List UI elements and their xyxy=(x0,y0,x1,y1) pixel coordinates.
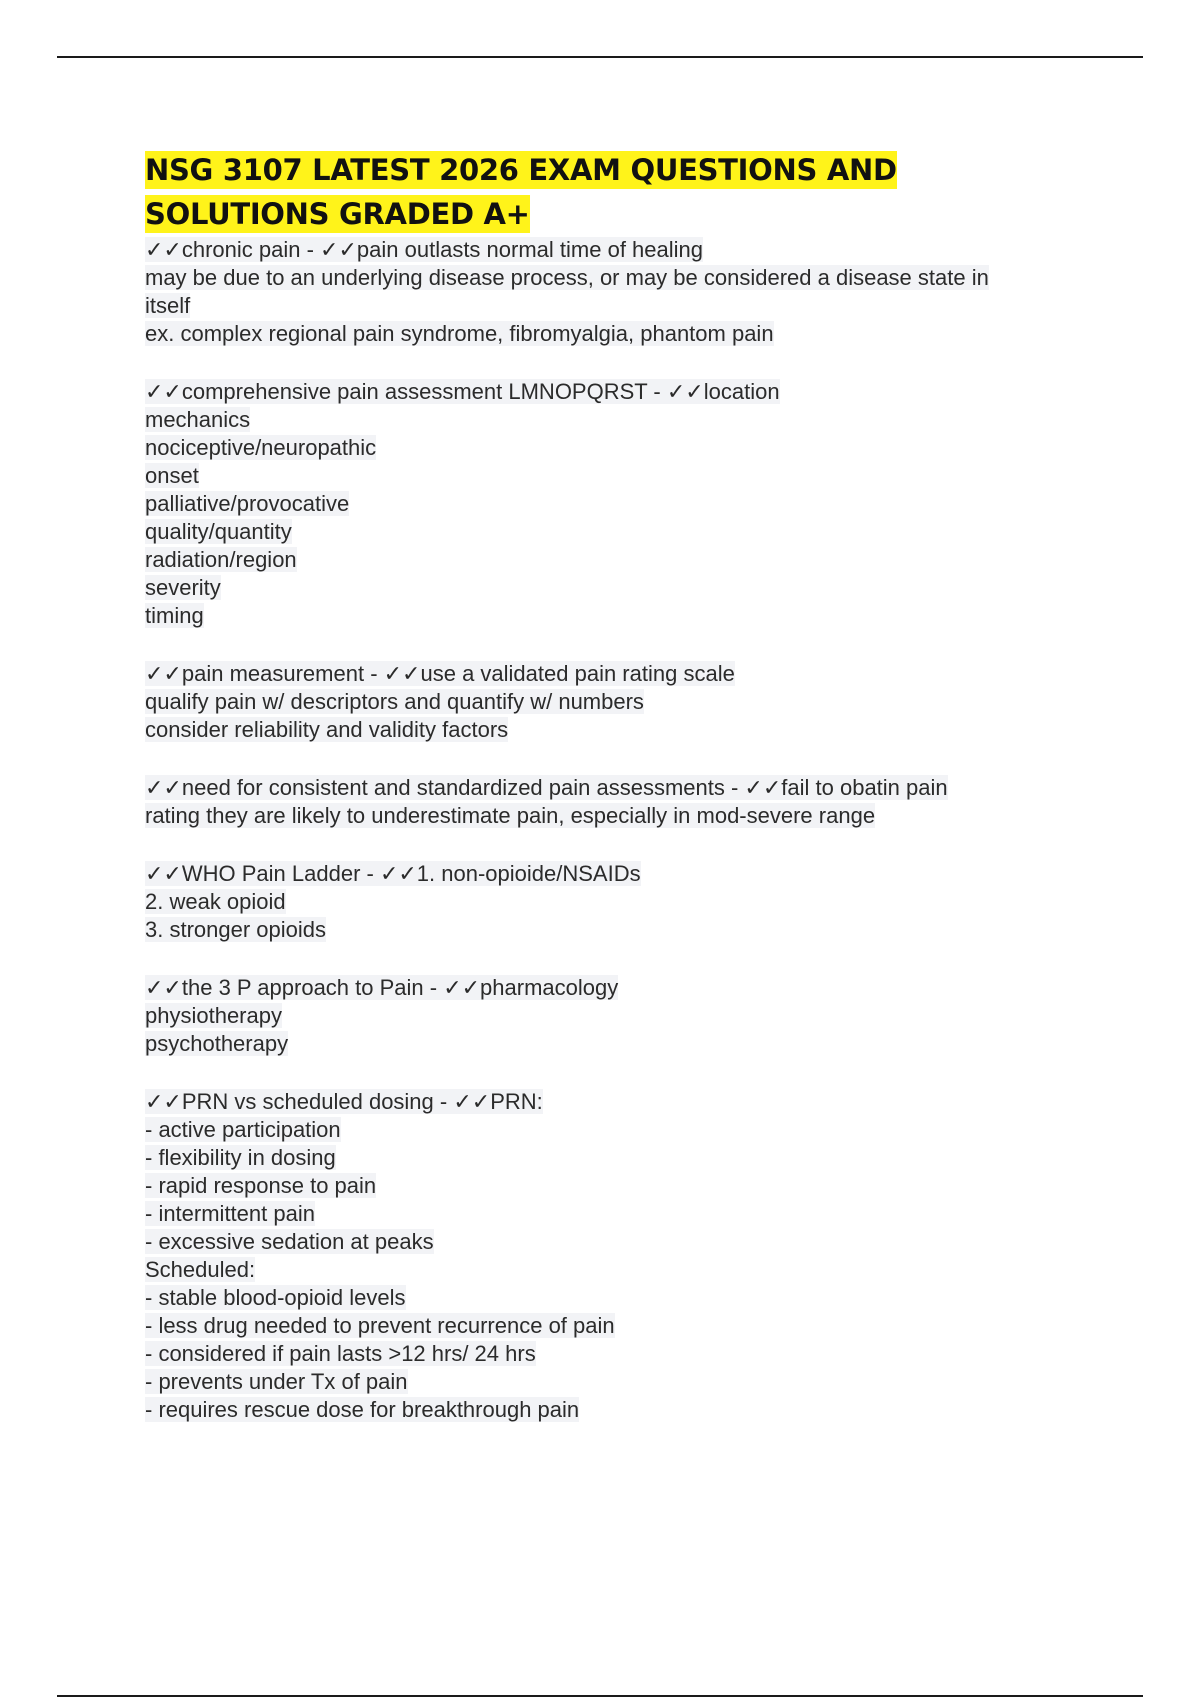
line-text: palliative/provocative xyxy=(145,491,350,516)
document-body xyxy=(145,148,1085,1424)
line-text: may be due to an underlying disease process, or may be considered a disease state in xyxy=(145,265,989,290)
line-text: - flexibility in dosing xyxy=(145,1145,336,1170)
line-text: ✓✓WHO Pain Ladder - ✓✓1. non-opioide/NSAIDs xyxy=(145,861,641,886)
line-text: ex. complex regional pain syndrome, fibromyalgia, phantom pain xyxy=(145,321,774,346)
line-text: consider reliability and validity factors xyxy=(145,717,509,742)
qa-question-line xyxy=(145,378,1085,406)
line-text: 3. stronger opioids xyxy=(145,917,326,942)
qa-answer-line xyxy=(145,916,1085,944)
line-text: ✓✓the 3 P approach to Pain - ✓✓pharmacology xyxy=(145,975,619,1000)
qa-answer-line xyxy=(145,888,1085,916)
qa-answer-line xyxy=(145,320,1085,348)
qa-answer-line xyxy=(145,1368,1085,1396)
line-text: - rapid response to pain xyxy=(145,1173,377,1198)
line-text: psychotherapy xyxy=(145,1031,289,1056)
qa-answer-line xyxy=(145,546,1085,574)
qa-answer-line xyxy=(145,802,1085,830)
bottom-rule xyxy=(57,1695,1143,1697)
qa-answer-line xyxy=(145,264,1085,292)
qa-answer-line xyxy=(145,1144,1085,1172)
title-line-2: SOLUTIONS GRADED A+ xyxy=(145,197,530,231)
qa-answer-line xyxy=(145,602,1085,630)
line-text: ✓✓need for consistent and standardized pain assessments - ✓✓fail to obatin pain xyxy=(145,775,948,800)
qa-question-line xyxy=(145,236,1085,264)
qa-question-line xyxy=(145,860,1085,888)
line-text: mechanics xyxy=(145,407,251,432)
line-text: - considered if pain lasts >12 hrs/ 24 hrs xyxy=(145,1341,536,1366)
line-text: Scheduled: xyxy=(145,1257,256,1282)
qa-section xyxy=(145,660,1085,744)
qa-answer-line xyxy=(145,406,1085,434)
document-title xyxy=(145,148,1085,236)
line-text: - prevents under Tx of pain xyxy=(145,1369,408,1394)
qa-answer-line xyxy=(145,1284,1085,1312)
qa-answer-line xyxy=(145,1116,1085,1144)
qa-answer-line xyxy=(145,1256,1085,1284)
qa-section xyxy=(145,974,1085,1058)
qa-answer-line xyxy=(145,292,1085,320)
line-text: ✓✓comprehensive pain assessment LMNOPQRST - ✓✓location xyxy=(145,379,780,404)
qa-answer-line xyxy=(145,1396,1085,1424)
qa-answer-line xyxy=(145,1228,1085,1256)
qa-answer-line xyxy=(145,1340,1085,1368)
qa-question-line xyxy=(145,1088,1085,1116)
line-text: - excessive sedation at peaks xyxy=(145,1229,434,1254)
line-text: radiation/region xyxy=(145,547,297,572)
qa-section xyxy=(145,774,1085,830)
line-text: rating they are likely to underestimate pain, especially in mod-severe range xyxy=(145,803,876,828)
line-text: quality/quantity xyxy=(145,519,292,544)
qa-answer-line xyxy=(145,1002,1085,1030)
line-text: - active participation xyxy=(145,1117,341,1142)
line-text: - less drug needed to prevent recurrence of pain xyxy=(145,1313,615,1338)
qa-answer-line xyxy=(145,1030,1085,1058)
line-text: physiotherapy xyxy=(145,1003,282,1028)
qa-question-line xyxy=(145,974,1085,1002)
line-text: 2. weak opioid xyxy=(145,889,286,914)
line-text: ✓✓chronic pain - ✓✓pain outlasts normal time of healing xyxy=(145,237,703,262)
qa-answer-line xyxy=(145,434,1085,462)
qa-section xyxy=(145,236,1085,348)
qa-answer-line xyxy=(145,1312,1085,1340)
line-text: nociceptive/neuropathic xyxy=(145,435,377,460)
line-text: severity xyxy=(145,575,221,600)
title-line-1: NSG 3107 LATEST 2026 EXAM QUESTIONS AND xyxy=(145,153,897,187)
qa-answer-line xyxy=(145,1172,1085,1200)
line-text: ✓✓PRN vs scheduled dosing - ✓✓PRN: xyxy=(145,1089,543,1114)
line-text: itself xyxy=(145,293,191,318)
qa-answer-line xyxy=(145,490,1085,518)
line-text: timing xyxy=(145,603,204,628)
qa-section xyxy=(145,860,1085,944)
line-text: - intermittent pain xyxy=(145,1201,315,1226)
line-text: qualify pain w/ descriptors and quantify w/ numbers xyxy=(145,689,644,714)
line-text: onset xyxy=(145,463,199,488)
qa-answer-line xyxy=(145,518,1085,546)
qa-section xyxy=(145,1088,1085,1424)
qa-question-line xyxy=(145,660,1085,688)
qa-section xyxy=(145,378,1085,630)
qa-answer-line xyxy=(145,574,1085,602)
qa-answer-line xyxy=(145,688,1085,716)
qa-answer-line xyxy=(145,462,1085,490)
top-rule xyxy=(57,56,1143,58)
line-text: ✓✓pain measurement - ✓✓use a validated pain rating scale xyxy=(145,661,735,686)
qa-question-line xyxy=(145,774,1085,802)
qa-answer-line xyxy=(145,716,1085,744)
qa-sections xyxy=(145,236,1085,1424)
line-text: - requires rescue dose for breakthrough pain xyxy=(145,1397,580,1422)
qa-answer-line xyxy=(145,1200,1085,1228)
line-text: - stable blood-opioid levels xyxy=(145,1285,406,1310)
